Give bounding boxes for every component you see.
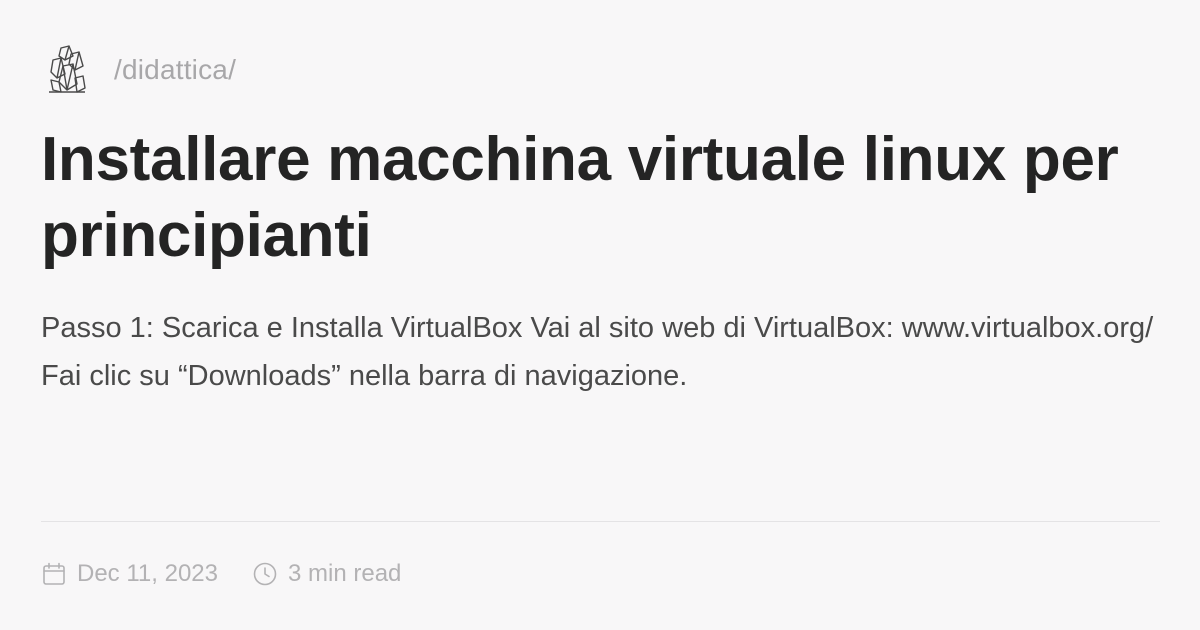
post-date-text: Dec 11, 2023 [77,560,218,587]
post-title[interactable]: Installare macchina virtuale linux per principianti [41,125,1119,270]
post-read-time [252,560,401,588]
crystal-logo-icon[interactable] [47,44,87,96]
divider [41,521,1160,522]
post-meta [41,556,401,592]
post-excerpt: Passo 1: Scarica e Installa VirtualBox Vai al sito web di VirtualBox: www.virtualbox.org/ Fai clic su “Downloads” nella barra di navigazione. [41,312,1154,392]
clock-icon [252,561,278,587]
post-read-time-text: 3 min read [288,560,402,587]
category-link[interactable]: /didattica/ [114,54,237,85]
site-header [47,42,236,98]
post-date [41,560,218,588]
calendar-icon [41,561,67,587]
